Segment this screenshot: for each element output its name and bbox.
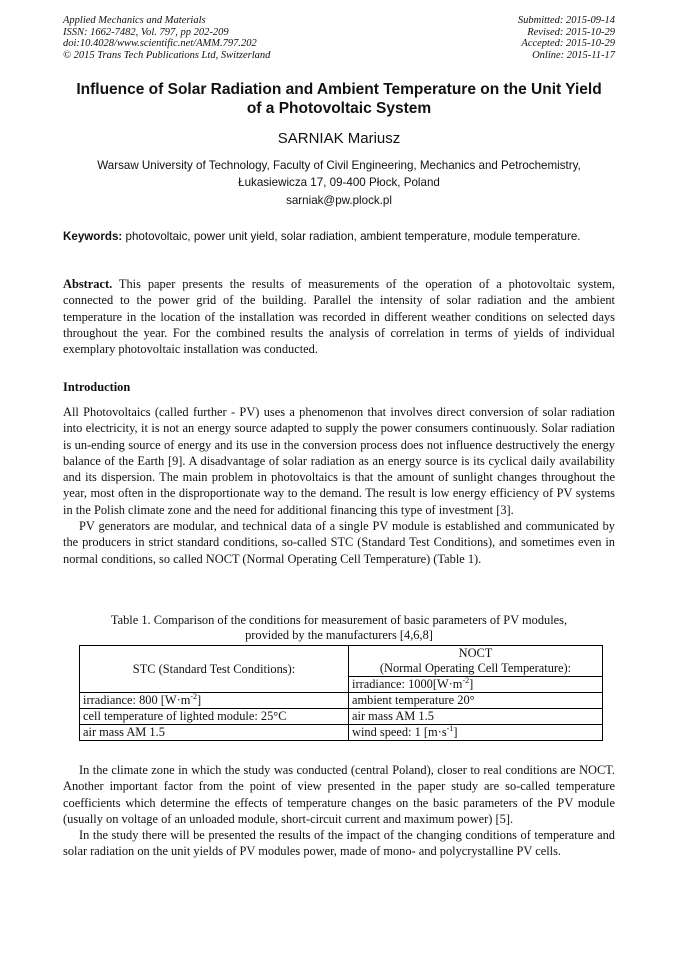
post-table-body (63, 762, 615, 860)
introduction-body (63, 404, 615, 567)
accepted-date: Accepted: 2015-10-29 (521, 38, 615, 50)
section-heading-introduction: Introduction (63, 380, 131, 394)
title-line-2: of a Photovoltaic System (246, 100, 432, 117)
body-paragraph-4: In the study there will be presented the results of the impact of the changing conditions of temperature and solar radiation on the unit yields of PV modules power, made of mono- and polycrystalline PV cells. (63, 828, 615, 859)
noct-airmass-cell: air mass AM 1.5 (349, 709, 603, 725)
stc-irradiance-suffix: ] (197, 693, 202, 707)
stc-irradiance-cell (80, 693, 349, 709)
noct-wind-text: wind speed: 1 [m·s (352, 725, 447, 739)
noct-irradiance-text: irradiance: 1000[W·m (352, 677, 463, 691)
paper-title (63, 80, 615, 118)
noct-irradiance-cell (349, 677, 603, 693)
table-caption-line-2: provided by the manufacturers [4,6,8] (245, 628, 433, 642)
table-caption-line-1: Table 1. Comparison of the conditions for measurement of basic parameters of PV modules, (110, 613, 568, 627)
noct-wind-cell (349, 725, 603, 741)
table-row (80, 646, 603, 677)
submission-dates (518, 15, 615, 61)
stc-airmass-cell: air mass AM 1.5 (80, 725, 349, 741)
affiliation-line-2: Łukasiewicza 17, 09-400 Płock, Poland (238, 176, 440, 189)
author-email: sarniak@pw.plock.pl (286, 194, 392, 207)
noct-header-line-1: NOCT (458, 646, 493, 660)
stc-header: STC (Standard Test Conditions): (132, 661, 296, 676)
conditions-table (79, 645, 603, 741)
online-date: Online: 2015-11-17 (532, 49, 615, 61)
affiliation (63, 157, 615, 191)
keywords (63, 229, 615, 245)
stc-irradiance-text: irradiance: 800 [W·m (83, 693, 191, 707)
noct-header-cell (349, 646, 603, 677)
intro-paragraph-1: All Photovoltaics (called further - PV) uses a phenomenon that involves direct conversion of solar radiation into electricity, it is not an energy source adapted to supply the power consumers continuously. Solar radiation is un-ending source of energy and its use in the conversion process does not influence destructively the energy balance of the Earth [9]. A disadvantage of solar radiation as an energy source is its cyclical daily availability and its dispersion. The main problem in photovoltaics is that the amount of sunlight changes throughout the year, most often in the disproportionate way to the demand. The result is low energy efficiency of PV systems in the Polish climate zone and the need for additional financing this type of investment [3]. (63, 405, 615, 517)
journal-name: Applied Mechanics and Materials (63, 15, 206, 26)
noct-ambient-cell: ambient temperature 20° (349, 693, 603, 709)
table-row (80, 725, 603, 741)
noct-irradiance-suffix: ] (469, 677, 474, 691)
author-name: SARNIAK Mariusz (277, 130, 401, 147)
noct-wind-exponent: -1 (446, 723, 454, 733)
keywords-label: Keywords: (63, 230, 123, 243)
table-row (80, 693, 603, 709)
copyright-line: © 2015 Trans Tech Publications Ltd, Switzerland (63, 49, 271, 61)
keywords-text: photovoltaic, power unit yield, solar radiation, ambient temperature, module temperature. (125, 230, 581, 243)
affiliation-line-1: Warsaw University of Technology, Faculty of Civil Engineering, Mechanics and Petrochemistry, (97, 159, 581, 172)
journal-info (63, 15, 270, 61)
issn-line: ISSN: 1662-7482, Vol. 797, pp 202-209 (63, 26, 229, 38)
title-line-1: Influence of Solar Radiation and Ambient Temperature on the Unit Yield (76, 81, 602, 98)
intro-paragraph-2: PV generators are modular, and technical data of a single PV module is established and communicated by the producers in strict standard conditions, so-called STC (Standard Test Conditions), and sometimes even in normal conditions, so called NOCT (Normal Operating Cell Temperature) (Table 1). (63, 519, 615, 566)
noct-wind-suffix: ] (453, 725, 458, 739)
abstract-label: Abstract. (63, 277, 113, 291)
stc-irradiance-exponent: -2 (190, 691, 198, 701)
stc-header-cell (80, 646, 349, 693)
abstract (63, 276, 615, 357)
doi-line: doi:10.4028/www.scientific.net/AMM.797.202 (63, 38, 257, 50)
noct-header-line-2: (Normal Operating Cell Temperature): (379, 661, 572, 675)
noct-irradiance-exponent: -2 (462, 675, 470, 685)
revised-date: Revised: 2015-10-29 (527, 26, 615, 38)
journal-header (63, 15, 615, 61)
stc-cell-temp-cell: cell temperature of lighted module: 25°C (80, 709, 349, 725)
table-row (80, 709, 603, 725)
abstract-text: This paper presents the results of measurements of the operation of a photovoltaic system, connected to the power grid of the building. Parallel the intensity of solar radiation and the ambient temperature in the location of the installation was recorded in different weather conditions on selected days throughout the year. For the combined results the analysis of correlation in terms of yields of individual exemplary photovoltaic installation was conducted. (63, 277, 615, 357)
table-caption (63, 613, 615, 643)
body-paragraph-3: In the climate zone in which the study was conducted (central Poland), closer to real conditions are NOCT. Another important factor from the point of view presented in the paper study are so-called temperature coefficients which determine the effects of temperature changes on the basic parameters of the PV module (usually on voltage of an unloaded module, short-circuit current and maximum power) [5]. (63, 763, 615, 826)
submitted-date: Submitted: 2015-09-14 (517, 15, 615, 26)
